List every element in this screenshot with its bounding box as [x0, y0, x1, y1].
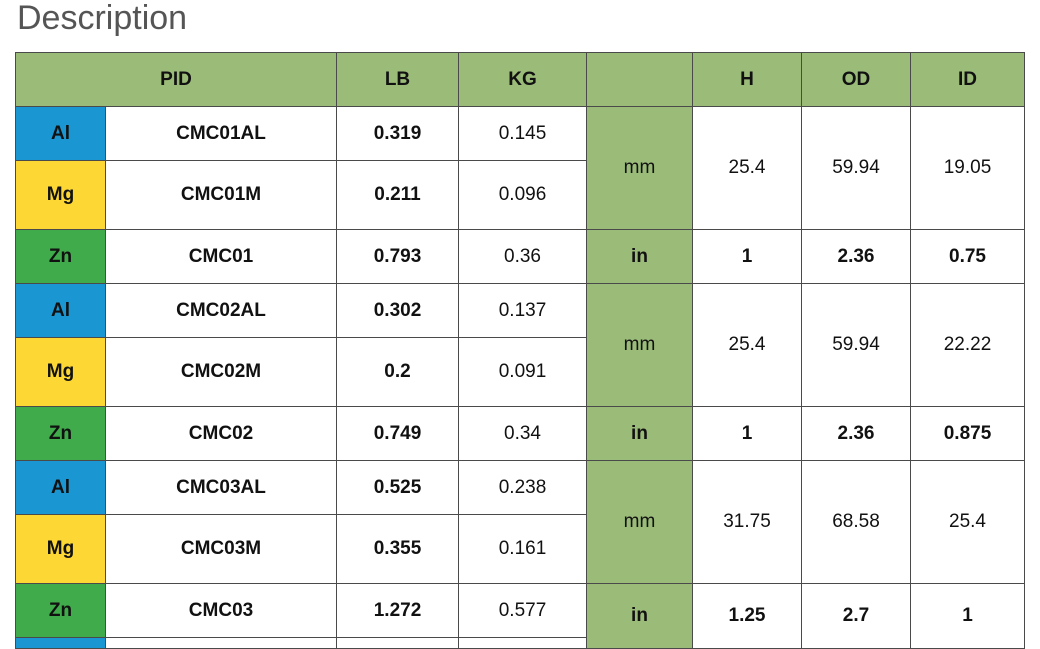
- header-id: ID: [911, 53, 1025, 107]
- pid-cell: CMC01: [106, 230, 337, 284]
- header-h: H: [693, 53, 802, 107]
- lb-cell: 0.355: [337, 515, 459, 584]
- lb-cell: [337, 638, 459, 649]
- material-cell: Mg: [16, 515, 106, 584]
- material-cell: Mg: [16, 338, 106, 407]
- material-cell: Al: [16, 284, 106, 338]
- kg-cell: 0.145: [459, 107, 587, 161]
- id-cell: 1: [911, 584, 1025, 649]
- pid-cell: CMC03: [106, 584, 337, 638]
- pid-cell: CMC03M: [106, 515, 337, 584]
- material-cell: Zn: [16, 407, 106, 461]
- unit-cell-mm: mm: [587, 284, 693, 407]
- page-title: Description: [17, 0, 188, 37]
- table-row: [16, 461, 1025, 515]
- table-row: [16, 407, 1025, 461]
- material-cell: Zn: [16, 584, 106, 638]
- unit-cell-in: in: [587, 407, 693, 461]
- h-cell: 1: [693, 407, 802, 461]
- od-cell: 68.58: [802, 461, 911, 584]
- unit-cell-mm: mm: [587, 461, 693, 584]
- lb-cell: 0.525: [337, 461, 459, 515]
- lb-cell: 0.211: [337, 161, 459, 230]
- h-cell: 1.25: [693, 584, 802, 649]
- kg-cell: 0.096: [459, 161, 587, 230]
- kg-cell: 0.091: [459, 338, 587, 407]
- header-lb: LB: [337, 53, 459, 107]
- pid-cell: CMC02M: [106, 338, 337, 407]
- kg-cell: 0.34: [459, 407, 587, 461]
- unit-cell-in: in: [587, 230, 693, 284]
- pid-cell: CMC01M: [106, 161, 337, 230]
- od-cell: 59.94: [802, 284, 911, 407]
- id-cell: 19.05: [911, 107, 1025, 230]
- od-cell: 2.7: [802, 584, 911, 649]
- pid-cell: CMC02: [106, 407, 337, 461]
- header-pid: PID: [16, 53, 337, 107]
- id-cell: 0.875: [911, 407, 1025, 461]
- table-row: [16, 284, 1025, 338]
- material-cell: Mg: [16, 161, 106, 230]
- kg-cell: 0.577: [459, 584, 587, 638]
- table-row: [16, 230, 1025, 284]
- material-cell: [16, 638, 106, 649]
- od-cell: 59.94: [802, 107, 911, 230]
- pid-cell: CMC01AL: [106, 107, 337, 161]
- material-cell: Al: [16, 107, 106, 161]
- kg-cell: 0.36: [459, 230, 587, 284]
- kg-cell: [459, 638, 587, 649]
- h-cell: 31.75: [693, 461, 802, 584]
- id-cell: 22.22: [911, 284, 1025, 407]
- header-row: [16, 53, 1025, 107]
- pid-cell: [106, 638, 337, 649]
- header-unit: [587, 53, 693, 107]
- lb-cell: 0.302: [337, 284, 459, 338]
- pid-cell: CMC03AL: [106, 461, 337, 515]
- lb-cell: 1.272: [337, 584, 459, 638]
- unit-cell-mm: mm: [587, 107, 693, 230]
- header-kg: KG: [459, 53, 587, 107]
- h-cell: 25.4: [693, 284, 802, 407]
- h-cell: 1: [693, 230, 802, 284]
- id-cell: 0.75: [911, 230, 1025, 284]
- od-cell: 2.36: [802, 407, 911, 461]
- od-cell: 2.36: [802, 230, 911, 284]
- kg-cell: 0.137: [459, 284, 587, 338]
- table-row: [16, 584, 1025, 638]
- pid-cell: CMC02AL: [106, 284, 337, 338]
- lb-cell: 0.793: [337, 230, 459, 284]
- specs-table: [15, 52, 1025, 649]
- unit-cell-in: in: [587, 584, 693, 649]
- material-cell: Al: [16, 461, 106, 515]
- header-od: OD: [802, 53, 911, 107]
- id-cell: 25.4: [911, 461, 1025, 584]
- kg-cell: 0.238: [459, 461, 587, 515]
- material-cell: Zn: [16, 230, 106, 284]
- kg-cell: 0.161: [459, 515, 587, 584]
- table-row: [16, 107, 1025, 161]
- lb-cell: 0.2: [337, 338, 459, 407]
- h-cell: 25.4: [693, 107, 802, 230]
- lb-cell: 0.749: [337, 407, 459, 461]
- lb-cell: 0.319: [337, 107, 459, 161]
